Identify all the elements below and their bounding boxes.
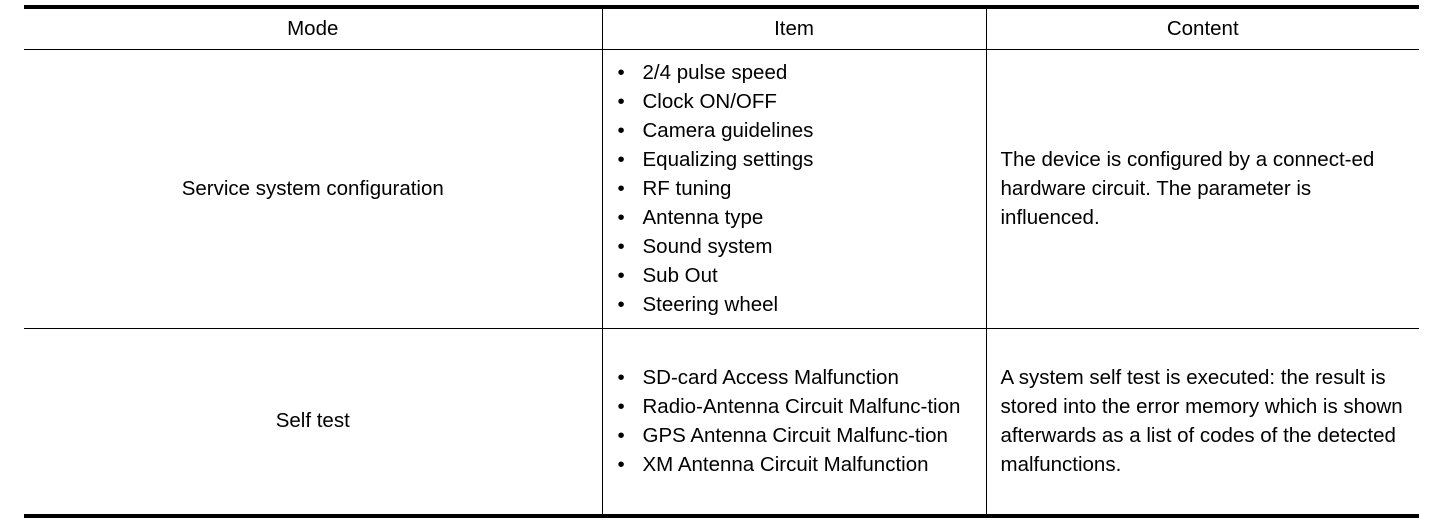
bullet-icon: • [617, 293, 625, 316]
header-item: Item [602, 7, 986, 49]
table-row-service-system-configuration [24, 49, 1419, 328]
header-content: Content [986, 7, 1419, 49]
item-cell [602, 49, 986, 328]
list-item [618, 421, 978, 450]
list-item-text: Sub Out [642, 264, 718, 287]
list-item-text: XM Antenna Circuit Malfunction [642, 453, 929, 477]
bullet-icon: • [617, 61, 625, 84]
list-item [618, 58, 978, 87]
content-cell: A system self test is executed: the result is stored into the error memory which is shown afterwards as a list of codes of the detected malfunctions. [986, 328, 1419, 516]
mode-cell: Self test [24, 328, 602, 516]
list-item [618, 290, 978, 319]
bullet-icon: • [617, 90, 625, 113]
table-row-self-test [24, 328, 1419, 516]
list-item-text: 2/4 pulse speed [642, 61, 788, 84]
list-item [618, 116, 978, 145]
bullet-icon: • [617, 395, 625, 419]
list-item [618, 261, 978, 290]
list-item-text: Sound system [642, 235, 773, 258]
list-item [618, 203, 978, 232]
content-cell: The device is configured by a connect-ed hardware circuit. The parameter is influenced. [986, 49, 1419, 328]
item-cell [602, 328, 986, 516]
list-item [618, 232, 978, 261]
list-item-text: Radio-Antenna Circuit Malfunc-tion [642, 395, 961, 419]
list-item-text: RF tuning [642, 177, 732, 200]
bullet-icon: • [617, 235, 625, 258]
bullet-icon: • [617, 177, 625, 200]
mode-cell: Service system configuration [24, 49, 602, 328]
list-item-text: SD-card Access Malfunction [642, 366, 899, 390]
bullet-icon: • [617, 148, 625, 171]
bullet-icon: • [617, 366, 625, 390]
mode-table [24, 5, 1419, 518]
list-item [618, 87, 978, 116]
bullet-icon: • [617, 119, 625, 142]
header-mode: Mode [24, 7, 602, 49]
bullet-icon: • [617, 453, 625, 477]
list-item [618, 450, 978, 479]
list-item-text: GPS Antenna Circuit Malfunc-tion [642, 424, 948, 448]
table-header-row [24, 7, 1419, 49]
list-item-text: Steering wheel [642, 293, 779, 316]
list-item-text: Camera guidelines [642, 119, 814, 142]
list-item-text: Clock ON/OFF [642, 90, 777, 113]
list-item [618, 145, 978, 174]
list-item [618, 392, 978, 421]
bullet-icon: • [617, 206, 625, 229]
item-list [603, 58, 986, 319]
bullet-icon: • [617, 264, 625, 287]
list-item [618, 363, 978, 392]
list-item-text: Antenna type [642, 206, 764, 229]
list-item [618, 174, 978, 203]
list-item-text: Equalizing settings [642, 148, 814, 171]
mode-table-container [24, 5, 1419, 518]
item-list [603, 363, 986, 479]
bullet-icon: • [617, 424, 625, 448]
